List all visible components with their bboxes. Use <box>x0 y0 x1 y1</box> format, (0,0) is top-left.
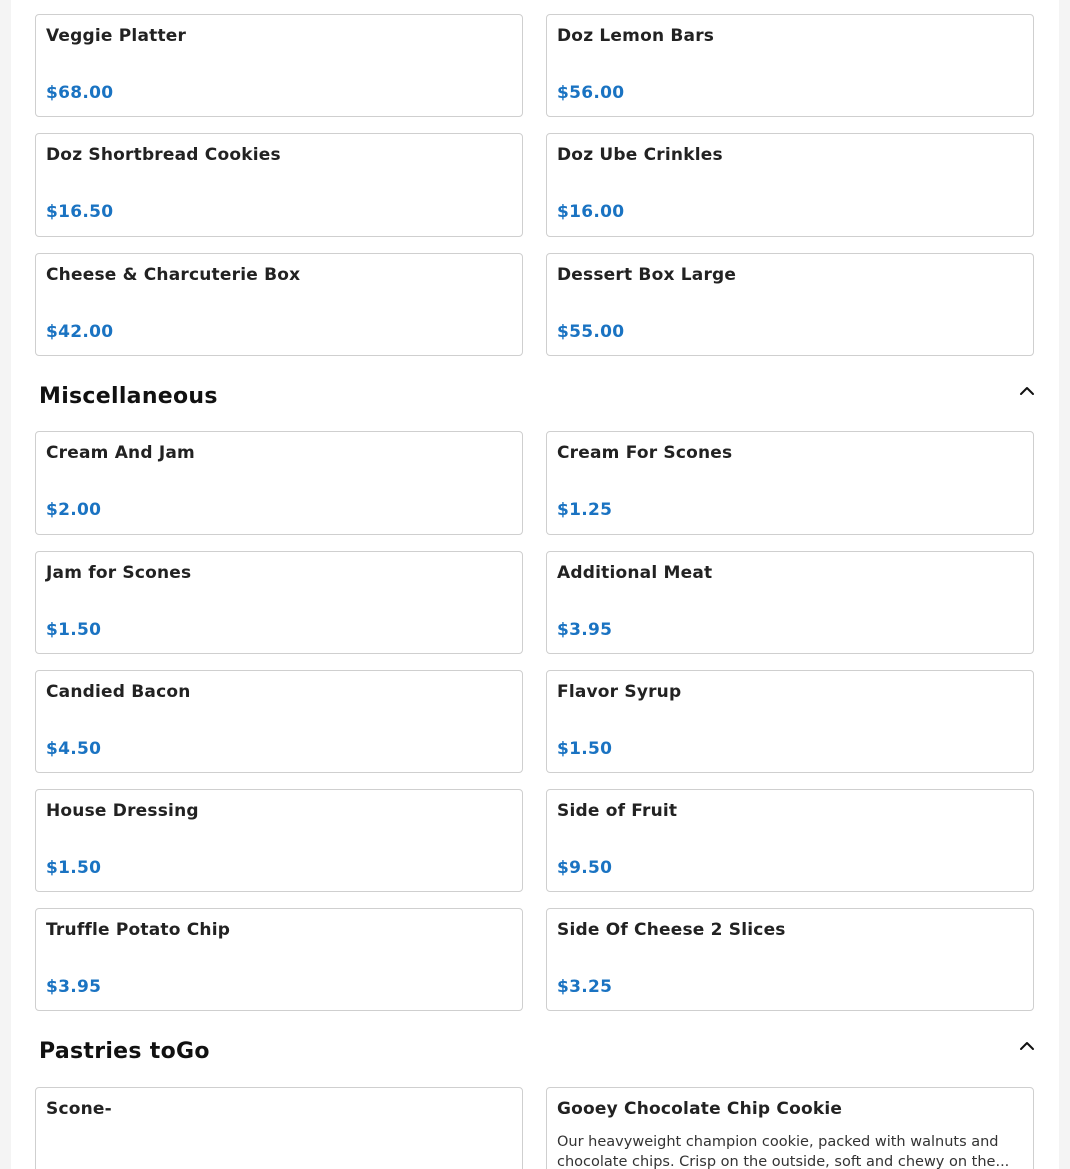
item-price: $42.00 <box>46 322 114 342</box>
menu-item-card[interactable] <box>546 14 1034 117</box>
menu-item-card[interactable] <box>546 1087 1034 1169</box>
item-price: $1.50 <box>557 739 613 759</box>
section-header-pastries-togo[interactable] <box>39 1037 1039 1073</box>
item-price: $3.25 <box>557 977 613 997</box>
menu-item-card[interactable] <box>546 253 1034 356</box>
item-name: Gooey Chocolate Chip Cookie <box>557 1099 843 1119</box>
item-price: $1.50 <box>46 620 102 640</box>
item-name: Scone- <box>46 1099 112 1119</box>
menu-item-card[interactable] <box>35 1087 523 1169</box>
item-name: Flavor Syrup <box>557 682 682 702</box>
item-name: Dessert Box Large <box>557 265 737 285</box>
menu-item-grid <box>35 1087 1034 1169</box>
section-header-miscellaneous[interactable] <box>39 382 1039 418</box>
item-name: Truffle Potato Chip <box>46 920 231 940</box>
item-price: $3.95 <box>557 620 613 640</box>
item-name: Doz Ube Crinkles <box>557 145 723 165</box>
menu-page <box>11 0 1059 1169</box>
menu-item-card[interactable] <box>546 789 1034 892</box>
item-name: Candied Bacon <box>46 682 191 702</box>
menu-item-card[interactable] <box>35 789 523 892</box>
item-name: Additional Meat <box>557 563 713 583</box>
chevron-up-icon[interactable] <box>1018 1037 1036 1055</box>
item-price: $16.50 <box>46 202 114 222</box>
menu-item-card[interactable] <box>546 431 1034 535</box>
item-name: Side Of Cheese 2 Slices <box>557 920 786 940</box>
item-name: Cheese & Charcuterie Box <box>46 265 301 285</box>
menu-item-card[interactable] <box>35 14 523 117</box>
item-name: Cream For Scones <box>557 443 733 463</box>
menu-item-card[interactable] <box>546 551 1034 654</box>
section-title: Miscellaneous <box>39 384 218 409</box>
item-name: Jam for Scones <box>46 563 192 583</box>
item-description: Our heavyweight champion cookie, packed with walnuts and chocolate chips. Crisp on the outside, soft and chewy on the... <box>557 1134 1010 1169</box>
item-price: $4.50 <box>46 739 102 759</box>
section-title: Pastries toGo <box>39 1039 210 1064</box>
item-price: $1.50 <box>46 858 102 878</box>
item-name: Veggie Platter <box>46 26 187 46</box>
item-price: $3.95 <box>46 977 102 997</box>
menu-item-card[interactable] <box>546 133 1034 237</box>
item-name: Cream And Jam <box>46 443 195 463</box>
item-name: Side of Fruit <box>557 801 678 821</box>
menu-item-card[interactable] <box>35 253 523 356</box>
menu-item-grid <box>35 431 1034 1011</box>
menu-item-card[interactable] <box>35 431 523 535</box>
item-price: $68.00 <box>46 83 114 103</box>
menu-item-card[interactable] <box>35 908 523 1011</box>
item-name: Doz Shortbread Cookies <box>46 145 281 165</box>
menu-item-card[interactable] <box>546 908 1034 1011</box>
item-price: $9.50 <box>557 858 613 878</box>
menu-item-card[interactable] <box>35 133 523 237</box>
item-price: $1.25 <box>557 500 613 520</box>
menu-item-card[interactable] <box>35 670 523 773</box>
menu-item-card[interactable] <box>35 551 523 654</box>
chevron-up-icon[interactable] <box>1018 382 1036 400</box>
menu-item-grid <box>35 14 1034 356</box>
menu-item-card[interactable] <box>546 670 1034 773</box>
item-name: House Dressing <box>46 801 199 821</box>
item-price: $2.00 <box>46 500 102 520</box>
item-price: $55.00 <box>557 322 625 342</box>
item-name: Doz Lemon Bars <box>557 26 715 46</box>
item-price: $16.00 <box>557 202 625 222</box>
item-price: $56.00 <box>557 83 625 103</box>
